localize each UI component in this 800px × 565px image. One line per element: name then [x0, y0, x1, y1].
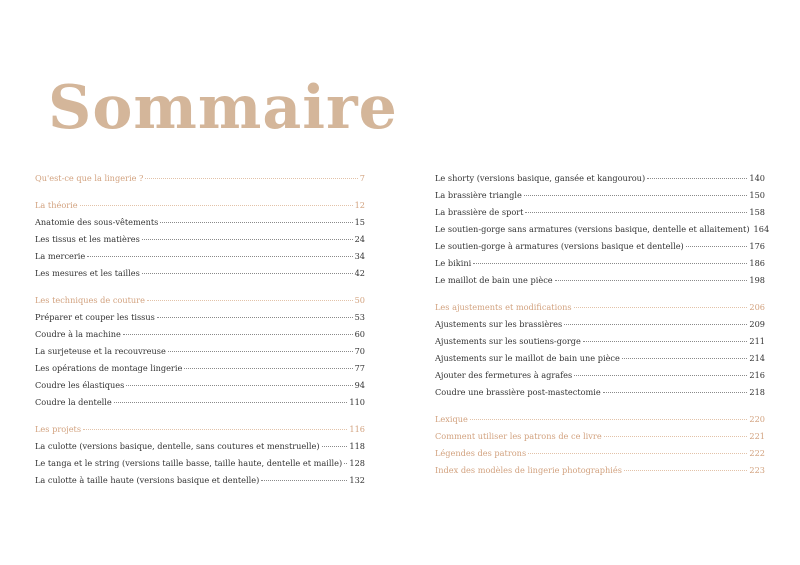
dot-leader: [583, 341, 747, 342]
toc-entry[interactable]: [35, 268, 365, 285]
dot-leader: [147, 300, 353, 301]
toc-entry[interactable]: [35, 329, 365, 346]
dot-leader: [168, 351, 353, 352]
toc-page-number: 198: [749, 275, 765, 285]
toc-section-heading[interactable]: [435, 414, 765, 431]
toc-page-number: 164: [753, 224, 770, 234]
toc-page-number: 140: [749, 173, 765, 183]
toc-entry-label: Les opérations de montage lingerie: [35, 363, 183, 373]
toc-entry[interactable]: [35, 363, 365, 380]
toc-entry-label: Coudre les élastiques: [35, 380, 125, 390]
toc-entry[interactable]: [435, 387, 765, 404]
toc-page-number: 110: [349, 397, 365, 407]
dot-leader: [142, 239, 353, 240]
toc-page-number: 60: [354, 329, 365, 339]
toc-entry[interactable]: [435, 241, 765, 258]
dot-leader: [564, 324, 747, 325]
toc-section-heading[interactable]: [435, 448, 765, 465]
toc-page-number: 42: [354, 268, 365, 278]
toc-page-number: 150: [749, 190, 765, 200]
dot-leader: [123, 334, 353, 335]
toc-section-heading[interactable]: [435, 431, 765, 448]
section-spacer: [35, 414, 365, 424]
dot-leader: [647, 178, 747, 179]
section-spacer: [35, 285, 365, 295]
toc-entry-label: Le soutien-gorge à armatures (versions basique et dentelle): [435, 241, 684, 251]
dot-leader: [525, 212, 747, 213]
dot-leader: [603, 392, 748, 393]
toc-page-number: 206: [749, 302, 765, 312]
toc-entry-label: Lexique: [435, 414, 468, 424]
toc-entry[interactable]: [435, 353, 765, 370]
toc-page-number: 70: [354, 346, 365, 356]
toc-page-number: 128: [349, 458, 365, 468]
toc-entry-label: Ajustements sur les soutiens-gorge: [435, 336, 581, 346]
toc-page-number: 176: [749, 241, 765, 251]
toc-entry[interactable]: [435, 336, 765, 353]
toc-page-number: 218: [749, 387, 765, 397]
toc-section-heading[interactable]: [35, 173, 365, 190]
toc-entry-label: Coudre à la machine: [35, 329, 121, 339]
toc-entry[interactable]: [35, 475, 365, 492]
toc-entry-label: Les tissus et les matières: [35, 234, 140, 244]
dot-leader: [322, 446, 348, 447]
dot-leader: [574, 307, 748, 308]
toc-section-heading[interactable]: [35, 424, 365, 441]
toc-entry[interactable]: [435, 319, 765, 336]
toc-entry[interactable]: [35, 312, 365, 329]
toc-entry[interactable]: [35, 251, 365, 268]
section-spacer: [35, 190, 365, 200]
toc-entry-label: Légendes des patrons: [435, 448, 527, 458]
toc-entry-label: Le tanga et le string (versions taille basse, taille haute, dentelle et maille): [35, 458, 343, 468]
toc-entry-label: Les techniques de couture: [35, 295, 145, 305]
toc-page-number: 116: [349, 424, 365, 434]
dot-leader: [470, 419, 747, 420]
dot-leader: [344, 463, 347, 464]
toc-entry[interactable]: [435, 207, 765, 224]
toc-page-number: 50: [354, 295, 365, 305]
dot-leader: [528, 453, 747, 454]
section-spacer: [435, 404, 765, 414]
toc-entry-label: Qu'est-ce que la lingerie ?: [35, 173, 144, 183]
toc-page-number: 216: [749, 370, 765, 380]
toc-entry-label: Ajustements sur le maillot de bain une pièce: [435, 353, 620, 363]
toc-page-number: 158: [749, 207, 765, 217]
toc-entry-label: Coudre la dentelle: [35, 397, 112, 407]
toc-page-number: 132: [349, 475, 365, 485]
toc-page-number: 77: [354, 363, 365, 373]
toc-entry-label: Le maillot de bain une pièce: [435, 275, 553, 285]
toc-page-number: 222: [749, 448, 765, 458]
dot-leader: [261, 480, 347, 481]
dot-leader: [473, 263, 747, 264]
toc-page-number: 223: [749, 465, 765, 475]
toc-entry-label: Le bikini: [435, 258, 472, 268]
dot-leader: [184, 368, 352, 369]
toc-page-number: 221: [749, 431, 765, 441]
dot-leader: [157, 317, 353, 318]
toc-page-number: 209: [749, 319, 765, 329]
toc-entry-label: La théorie: [35, 200, 78, 210]
toc-section-heading[interactable]: [435, 302, 765, 319]
toc-entry-label: Ajouter des fermetures à agrafes: [435, 370, 573, 380]
toc-page-number: 15: [354, 217, 365, 227]
toc-entry-label: Les ajustements et modifications: [435, 302, 572, 312]
toc-entry[interactable]: [35, 234, 365, 251]
toc-entry-label: Le shorty (versions basique, gansée et kangourou): [435, 173, 646, 183]
toc-entry[interactable]: [35, 458, 365, 475]
toc-page-number: 7: [359, 173, 365, 183]
dot-leader: [604, 436, 748, 437]
dot-leader: [145, 178, 357, 179]
toc-page-number: 214: [749, 353, 765, 363]
toc-entry-label: La culotte (versions basique, dentelle, sans coutures et menstruelle): [35, 441, 320, 451]
toc-page-number: 53: [354, 312, 365, 322]
dot-leader: [80, 205, 353, 206]
toc-page-number: 94: [354, 380, 365, 390]
toc-entry-label: La mercerie: [35, 251, 86, 261]
toc-right-column: [435, 173, 770, 482]
toc-entry[interactable]: [435, 224, 770, 241]
toc-entry[interactable]: [35, 397, 365, 414]
toc-entry-label: La brassière triangle: [435, 190, 522, 200]
toc-entry-label: Ajustements sur les brassières: [435, 319, 563, 329]
toc-section-heading[interactable]: [435, 465, 765, 482]
dot-leader: [126, 385, 352, 386]
page-title: Sommaire: [48, 73, 398, 143]
toc-entry[interactable]: [435, 275, 765, 292]
dot-leader: [87, 256, 352, 257]
toc-entry-label: Les mesures et les tailles: [35, 268, 140, 278]
toc-entry[interactable]: [35, 380, 365, 397]
toc-entry[interactable]: [35, 441, 365, 458]
toc-entry-label: Préparer et couper les tissus: [35, 312, 155, 322]
toc-entry-label: La surjeteuse et la recouvreuse: [35, 346, 166, 356]
toc-entry[interactable]: [435, 190, 765, 207]
toc-page-number: 220: [749, 414, 765, 424]
dot-leader: [114, 402, 348, 403]
dot-leader: [624, 470, 747, 471]
toc-page-number: 118: [349, 441, 365, 451]
toc-entry[interactable]: [35, 346, 365, 363]
toc-page-number: 186: [749, 258, 765, 268]
toc-entry[interactable]: [35, 217, 365, 234]
toc-entry-label: Comment utiliser les patrons de ce livre: [435, 431, 602, 441]
toc-entry-label: Index des modèles de lingerie photographiés: [435, 465, 622, 475]
dot-leader: [83, 429, 347, 430]
toc-entry[interactable]: [435, 258, 765, 275]
toc-section-heading[interactable]: [35, 200, 365, 217]
toc-entry-label: Anatomie des sous-vêtements: [35, 217, 159, 227]
dot-leader: [622, 358, 748, 359]
toc-entry-label: Le soutien-gorge sans armatures (versions basique, dentelle et allaitement): [435, 224, 750, 234]
section-spacer: [435, 292, 765, 302]
toc-page-number: 12: [354, 200, 365, 210]
dot-leader: [555, 280, 748, 281]
dot-leader: [524, 195, 747, 196]
toc-entry-label: La brassière de sport: [435, 207, 524, 217]
toc-entry-label: La culotte à taille haute (versions basique et dentelle): [35, 475, 260, 485]
toc-page-number: 34: [354, 251, 365, 261]
toc-page-number: 24: [354, 234, 365, 244]
toc-entry-label: Les projets: [35, 424, 82, 434]
dot-leader: [160, 222, 352, 223]
toc-entry[interactable]: [435, 370, 765, 387]
toc-section-heading[interactable]: [35, 295, 365, 312]
toc-entry-label: Coudre une brassière post-mastectomie: [435, 387, 601, 397]
toc-entry[interactable]: [435, 173, 765, 190]
dot-leader: [142, 273, 353, 274]
dot-leader: [574, 375, 747, 376]
toc-page-number: 211: [749, 336, 765, 346]
dot-leader: [686, 246, 748, 247]
toc-left-column: [35, 173, 365, 492]
